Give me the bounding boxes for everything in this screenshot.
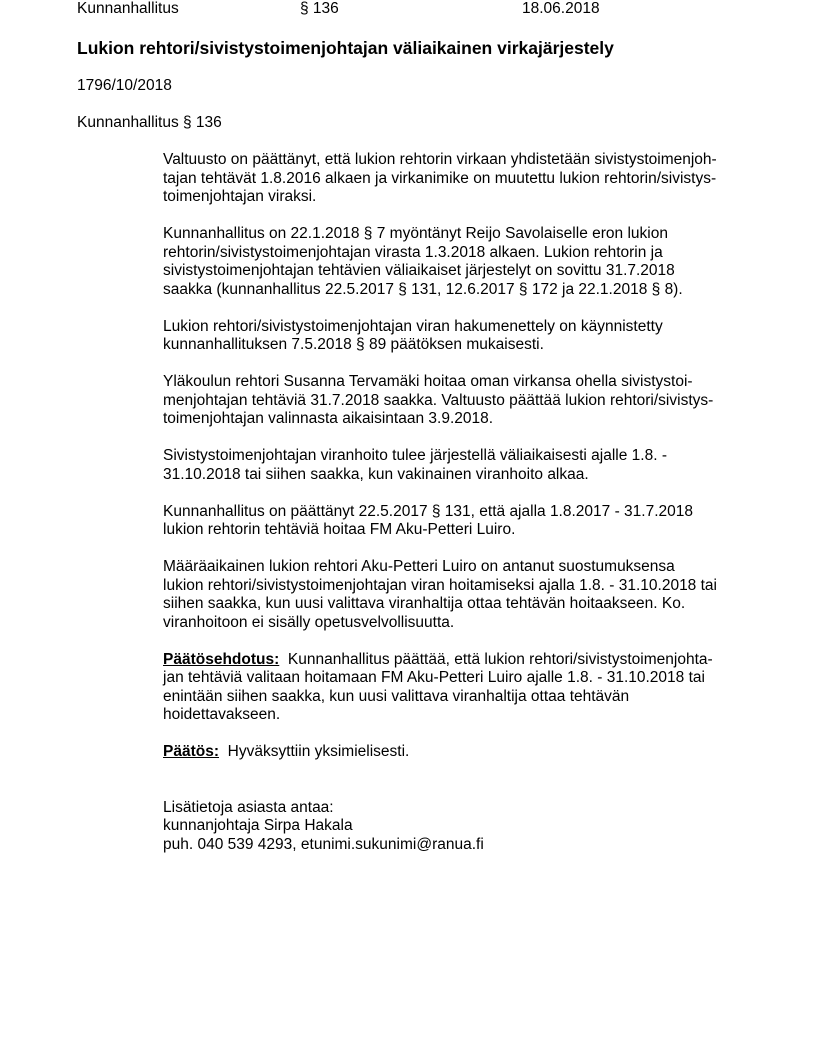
text-line: 31.10.2018 tai siihen saakka, kun vakinainen viranhoito alkaa. — [163, 465, 589, 483]
page-header — [0, 0, 816, 20]
text-line: Määräaikainen lukion rehtori Aku-Petteri Luiro on antanut suostumuksensa — [163, 558, 675, 575]
text-line: viranhoitoon ei sisälly opetusvelvollisuutta. — [163, 613, 455, 631]
text-line: sivistystoimenjohtajan tehtävien väliaikaiset järjestelyt on sovittu 31.7.2018 — [163, 262, 675, 279]
text-line: kunnanhallituksen 7.5.2018 § 89 päätöksen mukaisesti. — [163, 336, 544, 353]
text-line: toimenjohtajan valinnasta aikaisintaan 3.9.2018. — [163, 410, 494, 427]
header-organ: Kunnanhallitus — [77, 0, 179, 17]
text-line: saakka (kunnanhallitus 22.5.2017 § 131, 12.6.2017 § 172 ja 22.1.2018 § 8). — [163, 280, 683, 298]
proposal-label: Päätösehdotus: — [163, 650, 280, 668]
header-section: § 136 — [300, 0, 339, 17]
text-line: Lukion rehtori/sivistystoimenjohtajan viran hakumenettely on käynnistetty — [163, 317, 663, 335]
text-line: lukion rehtorin tehtäviä hoitaa FM Aku-Petteri Luiro. — [163, 521, 516, 538]
paragraph — [163, 447, 753, 484]
contact-info — [163, 799, 753, 855]
text-line: Sivistystoimenjohtajan viranhoito tulee järjestellä väliaikaisesti ajalle 1.8. - — [163, 447, 667, 464]
text-line: Kunnanhallitus on päättänyt 22.5.2017 § 131, että ajalla 1.8.2017 - 31.7.2018 — [163, 502, 694, 520]
section-reference: Kunnanhallitus § 136 — [77, 114, 222, 131]
decision — [163, 743, 753, 762]
decision-proposal — [163, 651, 753, 725]
contact-line: puh. 040 539 4293, etunimi.sukunimi@ranua.fi — [163, 835, 484, 853]
text-line: tajan tehtävät 1.8.2016 alkaen ja virkanimike on muutettu lukion rehtorin/sivistys- — [163, 169, 717, 187]
proposal-text: Kunnanhallitus päättää, että lukion rehtori/sivistystoimenjohta- — [287, 650, 713, 668]
paragraph — [163, 151, 753, 207]
text-line: enintään siihen saakka, kun uusi valittava viranhaltija ottaa tehtävän — [163, 687, 630, 705]
paragraph — [163, 225, 753, 299]
header-date: 18.06.2018 — [522, 0, 600, 17]
text-line: menjohtajan tehtäviä 31.7.2018 saakka. Valtuusto päättää lukion rehtori/sivistys- — [163, 391, 714, 409]
text-line: toimenjohtajan viraksi. — [163, 188, 317, 205]
text-line: Yläkoulun rehtori Susanna Tervamäki hoitaa oman virkansa ohella sivistystoi- — [163, 373, 693, 390]
text-line — [163, 743, 753, 762]
text-line: Kunnanhallitus on 22.1.2018 § 7 myöntänyt Reijo Savolaiselle eron lukion — [163, 225, 668, 242]
text-line: lukion rehtori/sivistystoimenjohtajan viran hoitamiseksi ajalla 1.8. - 31.10.2018 tai — [163, 576, 717, 594]
document-body — [163, 151, 753, 854]
text-line: siihen saakka, kun uusi valittava viranhaltija ottaa tehtävän hoitaakseen. Ko. — [163, 595, 686, 612]
text-line: Valtuusto on päättänyt, että lukion rehtorin virkaan yhdistetään sivistystoimenjoh- — [163, 151, 717, 168]
contact-line: kunnanjohtaja Sirpa Hakala — [163, 817, 353, 834]
contact-line: Lisätietoja asiasta antaa: — [163, 798, 334, 816]
decision-label: Päätös: — [163, 743, 219, 760]
decision-text: Hyväksyttiin yksimielisesti. — [227, 743, 410, 760]
text-line — [163, 651, 753, 670]
document-number: 1796/10/2018 — [77, 77, 172, 94]
text-line: rehtorin/sivistystoimenjohtajan virasta 1.3.2018 alkaen. Lukion rehtorin ja — [163, 243, 663, 261]
paragraph — [163, 503, 753, 540]
text-line: jan tehtäviä valitaan hoitamaan FM Aku-Petteri Luiro ajalle 1.8. - 31.10.2018 tai — [163, 669, 705, 686]
paragraph — [163, 373, 753, 429]
document-title: Lukion rehtori/sivistystoimenjohtajan väliaikainen virkajärjestely — [77, 38, 614, 58]
text-line: hoidettavakseen. — [163, 706, 281, 723]
paragraph — [163, 558, 753, 632]
paragraph — [163, 318, 753, 355]
